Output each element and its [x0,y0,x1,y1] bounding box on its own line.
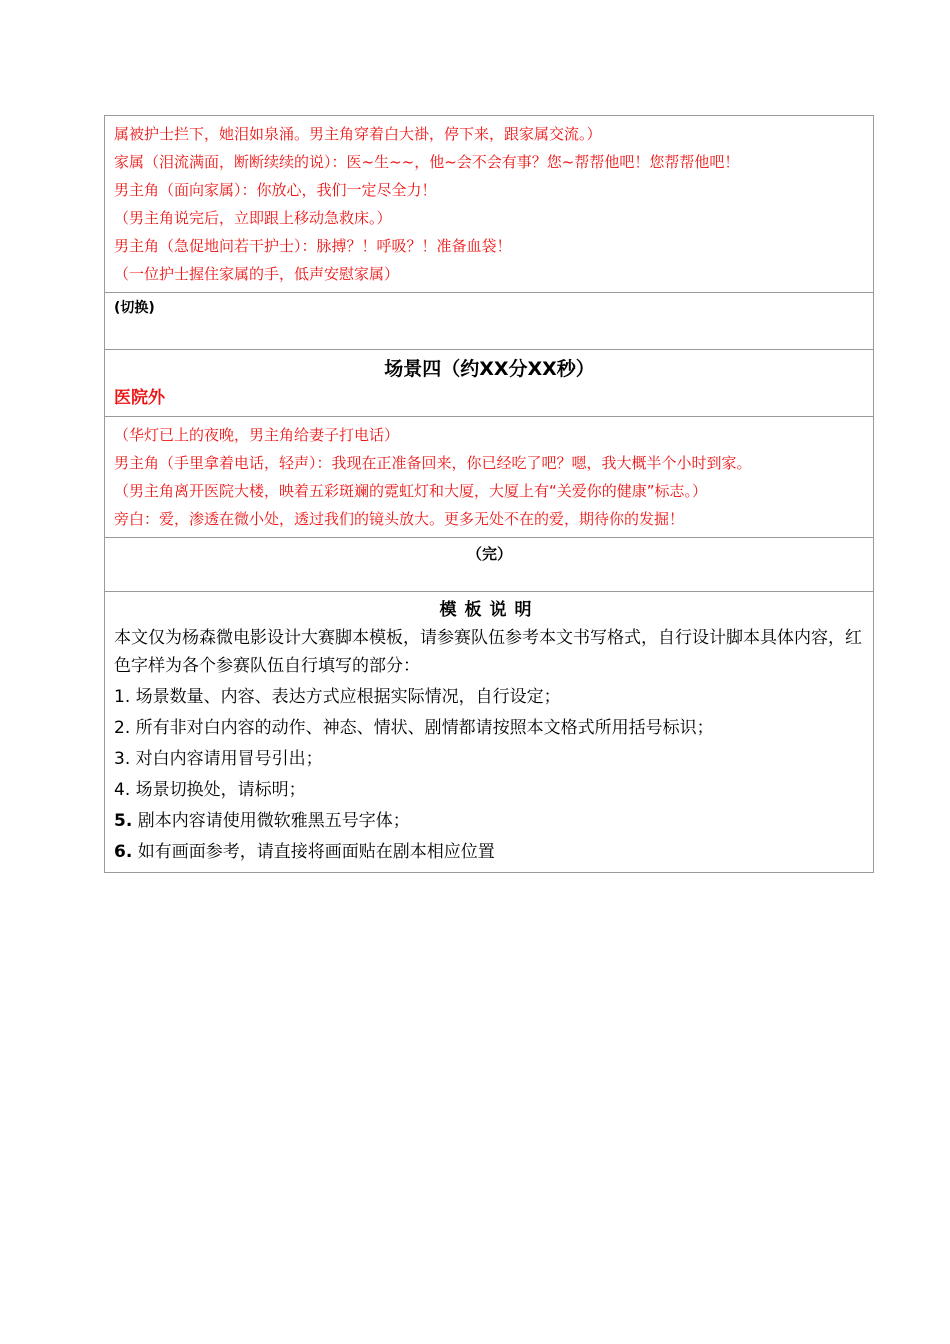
script-line: 旁白：爱，渗透在微小处，透过我们的镜头放大。更多无处不在的爱，期待你的发掘！ [114,510,685,528]
script-line: （男主角说完后，立即跟上移动急救床。） [114,209,392,227]
scene4-header-row [105,350,874,417]
script-line: 男主角（急促地问若干护士）：脉搏？！呼吸？！准备血袋！ [114,237,512,255]
script-line: 属被护士拦下，她泪如泉涌。男主角穿着白大褂，停下来，跟家属交流。） [114,125,602,143]
scene3-dialogue-row [105,116,874,293]
scene4-dialogue-row [105,417,874,538]
scene-location: 医院外 [114,388,165,408]
script-line: 男主角（面向家属）：你放心，我们一定尽全力！ [114,181,437,199]
script-end-label: （完） [466,545,512,563]
scene-title: 场景四（约XX分XX秒） [384,358,595,380]
notes-item-text: 对白内容请用冒号引出； [135,749,323,769]
script-line: （华灯已上的夜晚，男主角给妻子打电话） [114,426,400,444]
scene-cut-label: (切换) [114,300,155,316]
notes-item [114,806,865,837]
scene4-dialogue-cell [105,417,874,538]
notes-item [114,713,865,744]
notes-item-number: 5. [114,811,133,831]
script-line: （男主角离开医院大楼，映着五彩斑斓的霓虹灯和大厦，大厦上有“关爱你的健康”标志。） [114,482,708,500]
script-line: 家属（泪流满面，断断续续的说）：医~生~~，他~会不会有事？您~帮帮他吧！您帮帮他吧！ [114,153,740,171]
notes-item [114,837,865,868]
notes-item [114,775,865,806]
notes-item [114,682,865,713]
notes-item-text: 场景切换处，请标明； [135,780,306,800]
notes-item-number: 3. [114,749,131,769]
notes-intro: 本文仅为杨森微电影设计大赛脚本模板，请参赛队伍参考本文书写格式，自行设计脚本具体内容，红色字样为各个参赛队伍自行填写的部分： [114,628,862,676]
notes-item-number: 1. [114,687,131,707]
notes-title: 模板说明 [439,600,540,620]
notes-item [114,744,865,775]
scene-cut-row [105,293,874,350]
notes-item-text: 剧本内容请使用微软雅黑五号字体； [137,811,410,831]
notes-item-number: 6. [114,842,133,862]
scene4-header-cell [105,350,874,417]
script-line: 男主角（手里拿着电话，轻声）：我现在正准备回来，你已经吃了吧？嗯，我大概半个小时到家。 [114,454,752,472]
script-end-row [105,538,874,592]
notes-item-text: 所有非对白内容的动作、神态、情状、剧情都请按照本文格式所用括号标识； [135,718,714,738]
notes-item-text: 如有画面参考，请直接将画面贴在剧本相应位置 [137,842,495,862]
scene3-dialogue-cell [105,116,874,293]
scene-cut-cell [105,293,874,350]
template-notes-row [105,592,874,873]
notes-item-number: 2. [114,718,131,738]
template-notes-cell [105,592,874,873]
script-table [104,115,874,873]
notes-item-text: 场景数量、内容、表达方式应根据实际情况，自行设定； [135,687,561,707]
script-end-cell [105,538,874,592]
script-line: （一位护士握住家属的手，低声安慰家属） [114,265,400,283]
notes-item-number: 4. [114,780,131,800]
